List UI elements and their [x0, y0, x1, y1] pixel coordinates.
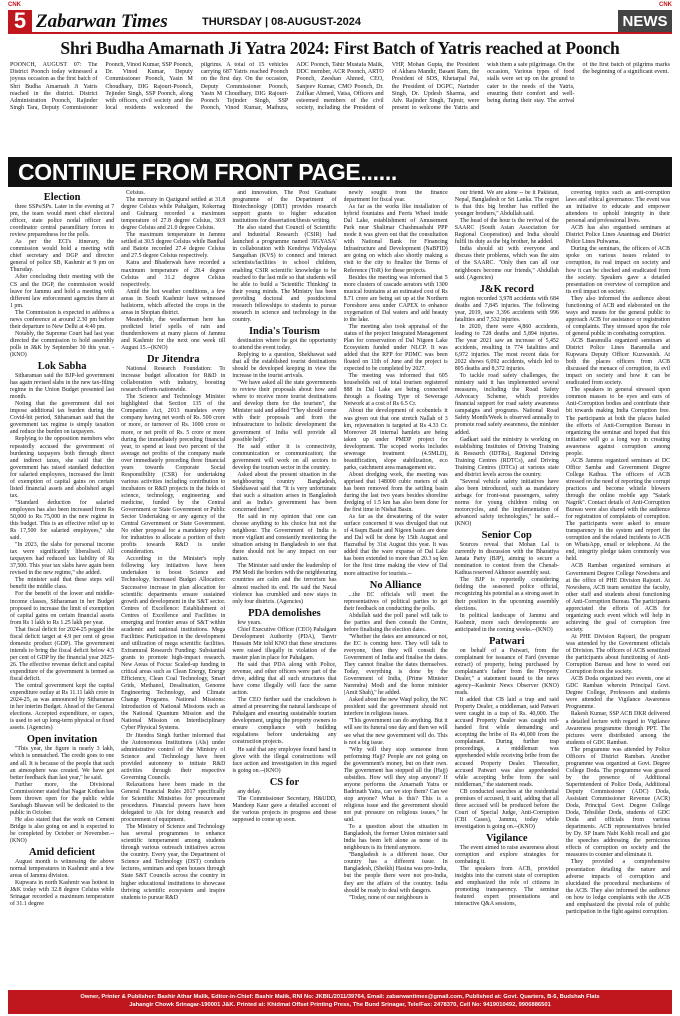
article-paragraph: To a question about the situation in Bangladesh, the former Union minister said India has been left alone as none of its neighbours is its friend anymore.	[343, 824, 448, 852]
imprint-line-2: Jahangir Chowk Srinagar-190001 J&K. Printed at: Khidmat Offset Printing Press, The Bund Srinagar, Tele/Fax: 2478370, Cell No: 9419010492, 9906886501	[129, 1001, 551, 1008]
article-paragraph: "This government can do anything. But it will see its funeral one day and then we will see what the new government will do. This is not a big issue.	[343, 718, 448, 746]
article-paragraph: on behalf of a Patwari, from the complainant for issuance of Fard (revenue extract) of property, being purchased by complainant's father from the Property Dealer," a statement issued to the news agency--Kashmir News Observer (KNO) reads.	[454, 647, 559, 697]
article-heading: Senior Cop	[481, 530, 532, 542]
article-paragraph: That fiscal deficit for 2024-25 pegged the fiscal deficit target at 4.9 per cent of gross domestic product (GDP). The government intends to bring the fiscal deficit below 4.5 per cent of GDP by the financial year 2025-26. The effective revenue deficit and capital expenditure of the government is termed as fiscal deficit.	[10, 626, 115, 683]
article-paragraph: The CEO further said the crackdown is aimed at preserving the natural landscape of Pahalgam and ensuring sustainable tourism development, urging the property owners to ensure compliance with building regulations before undertaking any construction projects.	[232, 697, 337, 746]
article-paragraph: The central government kept the capital expenditure outlay at Rs 11.11 lakh crore in 2024-25, as was announced by Sitharaman in her interim Budget. Ahead of the General elections. Accepted expenditure, or capex, is used to set up long-term physical or fixed assets. (Agencies)	[10, 683, 115, 732]
article-paragraph: Replying to a question, Shekhawat said that all the established tourist destinations should be developed keeping in view the increase in the tourist arrivals.	[232, 351, 337, 380]
article-paragraph: Besides the meeting was informed that 5 more clusters of cascade aerators with 1300 musical fountains at an estimated cost of Rs 8.71 crore are being set up at the Northern Foreshore area under CAPEX to enhance oxygenation of Dal waters and add beauty to the lake.	[343, 274, 448, 323]
article-paragraph: "Several vehicle safety initiatives have also been introduced, such as mandatory airbags for front-seat passengers, safety norms for young children riding on motorcycles, and the implementation of advanced safety technologies," he said.--(KNO)	[454, 478, 559, 528]
article-heading: J&K record	[479, 283, 534, 295]
article-paragraph: Abdullah said the poll panel will talk to the parties and then consult the Centre, before finalising the election dates.	[343, 612, 448, 633]
column	[566, 190, 670, 942]
article-paragraph: "We have asked all the state governments to review their proposals about how and where to receive more tourist destinations and develop them for the tourism", the Minister said and added "They should come with their proposals and from the infrastructure to holistic development the government of India will provide all possible help".	[232, 380, 337, 443]
column	[232, 190, 336, 942]
article-heading: PDA demolishes	[248, 607, 321, 619]
article-paragraph: He also stated that Council of Scientific and Industrial Research (CSIR) had launched a programme named 'JIGYASA' in collaboration with Kendriya Vidyalaya Sangathan (KVS) to connect and interact scientists/facilities to school children, enabling CSIR scientific knowledge to be reached to the last mile so that students will be able to build a 'Scientific Thinking' in their young minds. The Ministry has been providing doctoral and postdoctoral research fellowships to students to pursue research in science and technology in the country.	[232, 225, 337, 323]
article-paragraph: The event aimed to raise awareness about corruption and explore strategies for combating it.	[454, 844, 559, 866]
article-heading: India's Tourism	[248, 325, 320, 337]
article-paragraph: region recorded 3,978 accidents with 684 deaths and 7,845 injuries. The following year, 2019, saw 3,396 accidents with 996 fatalities and 7,532 injuries.	[454, 295, 559, 323]
masthead-logo-right: CNK	[659, 2, 672, 8]
article-paragraph: few years.	[237, 619, 262, 626]
article-paragraph: "Why will they stop someone from performing Hajj? People are not going on the government's money, but on their own. The government has stopped all the (Hajj) subsidies. How will they stop anyone? If anyone performs the Amarnath Yatra or Badrinath Yatra, can we stop them? Can we stop anyone? What is this? This is a religious issue and the government should not put pressure on religious issues," he said.	[343, 746, 448, 824]
article-paragraph: Katra and Bhaderwah have recorded a maximum temperature of 28.4 degree Celsius and 31.2 degree Celsius respectively.	[121, 260, 226, 288]
article-paragraph: As far as the dewatering of the water surface concerned it was divulged that out of 4.6sqm Basin and Nigeen basin are done and Dal will be done by 15th August and Hazratbal by 31st August this year. It was added that the ware expanse of Dal Lake has been extended to more than 20.3 sq km for the first time making the view of Dal more attractive for tourists.--	[343, 514, 448, 577]
article-paragraph: ACB Jammu organized seminars at DC Office Samba and Government Degree College Kathua. The officers of ACB stressed on the need of reporting the corrupt practices and become whistle blowers through the online mobile app "Satark Nagrik". Contact details of Anti-Corruption Bureau were also shared with the audience for registration of complaints of corruption. The participants were asked to ensure transparency in the system and report the corruption and the related incidents to ACB on WhatsApp, email or telephone. At the end, integrity pledge taken commonly was held.	[565, 457, 671, 563]
article-paragraph: The head of the hour is the revival of the SAARC (South Asian Association for Regional Cooperation) and India should fulfil its duty as the big brother, he added.	[454, 218, 559, 246]
article-paragraph: After concluding their meeting with the CS and the DGP, the commission would leave for Jammu and hold a meeting with different law enforcement agencies there at 1 pm.	[10, 274, 115, 309]
article-paragraph: They also informed the audience about functioning of ACB and elaborated on the ways and means for the general public to approach ACB for assistance or registration of complaints. They stressed upon the role of general public in combating corruption.	[565, 295, 671, 337]
column	[10, 190, 114, 942]
article-heading: No Alliance	[369, 579, 422, 591]
article-paragraph: Further more, the Divisional Commissioner stated that Nagar Kothan has been thrown open for the public while Sarabagh Bhawan will be dedicated to the public in October.	[10, 781, 115, 816]
article-heading: Open invitation	[26, 734, 98, 746]
article-paragraph: As far as the works like installation of hybrid fountains and Ferris Wheel inside Dal Lake, establishment of Amusement Park near Shalimar Chashmashahi PPP mode it was given out that the consultation with National Bank for Financing Infrastructure and Development (NaBFID) are going on which also shortly making a visit to the city to finalize the Terms of Reference (ToR) for these projects.	[343, 204, 448, 274]
article-paragraph: Sitharaman said the BJP-led government has again revised slabs in the new tax-filing regime in the Union Budget presented last month.	[10, 373, 115, 401]
article-paragraph: any delay.	[237, 788, 262, 795]
article-heading: Lok Sabha	[37, 361, 87, 373]
article-paragraph: The Commission is expected to address a news conference at around 2.30 pm before their departure to New Delhi at 4:40 pm.	[10, 309, 115, 330]
article-paragraph: The Ministry of Science and Technology has several programmes to enhance scientific temperament among students through various outreach initiatives across the country. Every year, the Department of Science and Technology (DST) conducts lectures, seminars and open houses through State S&T Councils across the country in higher educational institutions to showcase thriving scientific ecosystem and inspire students to pursue R&D	[121, 824, 226, 901]
article-paragraph: destination where he got the opportunity to attend the event today.	[232, 337, 337, 351]
article-paragraph: The mercury in Qazigund settled at 31.8 degree Celsius while Pahalgam, Kokernag and Gulmarg recorded a maximum temperature of 27.8 degree Celsius, 30.9 degree Celsius and 21.0 degree Celsius.	[121, 197, 226, 232]
article-paragraph: He said that any employee found hand in glove with the illegal constructions will face action and investigation in this regard is going on.--(KNO)	[232, 746, 337, 774]
article-paragraph: Gadkari said the ministry is working on establishing Institutes of Driving Training & Research (IDTRs), Regional Driving Training Centres (RDTCs), and Driving Training Centres (DTCs) at various state and district levels across the country.	[454, 436, 559, 478]
article-paragraph: He also stated that the work on Cement Bridge is also going on and is expected to be completed by October or November.--(KNO)	[10, 816, 115, 845]
article-heading: Vigilance	[485, 832, 528, 844]
article-paragraph: National Research Foundation: To increase budget allocation for R&D in collaboration with industry, boosting research efforts nationwide.	[121, 366, 226, 394]
article-paragraph: It added that CB laid a trap and said Property Dealer, a middleman, said Patwari were caught in a trap of Rs. 40,000. The accused Property Dealer was caught red-handed first while demanding and accepting the bribe of Rs 40,000 from the complainant. During further trap proceedings, a middleman was apprehended while receiving bribe from the accused Property Dealer. Thereafter, accused Patwari was also apprehended while accepting bribe from the said middleman," the statement reads.	[454, 697, 559, 788]
column	[344, 190, 448, 942]
masthead	[8, 4, 672, 34]
imprint-footer	[8, 990, 672, 1014]
date-line: THURSDAY | 08-AUGUST-2024	[202, 16, 361, 28]
article-paragraph: ACB Doda organized two events, one at GDC Ramban wherein Principal Govt. Degree College, Professors and students were attended the Vigilance Awareness Programme.	[565, 676, 671, 711]
article-paragraph: About dredging work, the meeting was apprised that 148000 cubic meters of silt has been removed from the settling basin during the last two years besides shoreline dredging of 1.5 km has also been done for the first time in Nishat Basin.	[343, 471, 448, 514]
article-paragraph: As per the ECI's itinerary, the commission would hold a meeting with chief secretary and DGP and director general of police SB, Kashmir at 9 pm on Thursday.	[10, 239, 115, 274]
article-paragraph: They provided a comprehensive presentation detailing the nature and adverse impacts of corruption and elucidated the procedural mechanisms of the ACB. They also informed the audience on how to lodge complaints with the ACB and emphasized the pivotal role of public participation in the fight against corruption.	[565, 859, 671, 915]
article-heading: Dr Jitendra	[146, 354, 200, 366]
article-paragraph: India should sit with everyone and discuss their problems, which was the aim of the SAARC. "Only then can all our neighbours become our friends," Abdullah said. (Agencies)	[454, 246, 559, 281]
article-paragraph: Asked about the present situation in the neighbouring country Bangladesh, Shekhawat said that "It is very unfortunate that such a situation arises in Bangladesh and as India's government has been concerned there".	[232, 471, 337, 514]
article-paragraph: CB conducted searches at the residential premises of accused, it said, adding that all three accused will be produced before the Court of Special Judge, Anti-Corruption (CBI Cases), Jammu, today while investigation is going on.--(KNO)	[454, 788, 559, 830]
article-paragraph: Celsius.	[126, 190, 145, 196]
article-paragraph: covering topics such as anti-corruption laws and ethical governance. The event was an initiative to educate and empower attendees to uphold integrity in their personal and professional lives.	[565, 190, 671, 225]
section-tag: NEWS	[618, 10, 672, 32]
article-paragraph: "In 2023, the slabs for personal income tax were significantly liberalised. All taxpayers had reduced tax liability of Rs 37,500. This year tax slabs have again been revised in the new regime," she added.	[10, 542, 115, 577]
article-paragraph: Sources reveal that Mohan Lal is currently in discussion with the Bharatiya Janata Party (BJP), aiming to secure a nomination to contest from the Chenab-Kathua reserved Akhnoor assembly seat.	[454, 542, 559, 577]
article-paragraph: Notably, the Supreme Court had last year directed the commission to hold assembly polls in J&K by September 30 this year. - (KNO)	[10, 330, 115, 358]
article-paragraph: and innovation. The Post Graduate programme of the Department of Biotechnology (DBT) provides research support grants to higher education institutions for dissertation/thesis writing.	[232, 190, 337, 225]
article-paragraph: Noting that the government did not impose additional tax burden during the Covid-hit period, Sitharaman said that the government tax regime is simply taxation and reduce the burden on taxpayers.	[10, 401, 115, 436]
article-paragraph: According to the Minister's reply following key initiatives have been undertaken to boost Science and Technology. Increased Budget Allocation: Successive increase in plan allocation for scientific departments ensure sustained growth and development in the S&T sector. Centres of Excellence: Establishment of Centres of Excellence and Facilities in emerging and frontier areas of S&T within academic and national institutions. Mega Facilities: Participation in the development and utilization of mega scientific facilities. Extramural Research Funding: Substantial grants to promote high-impact research. New Areas of Focus: Scaled-up funding in critical areas such as Clean Energy, Energy Efficiency, Clean Coal Technology, Smart Grids, Methanol, Desalination, Genome Engineering Technology, and Climate Change Programs. National Missions: Introduction of National Missions such as the National Quantum Mission and the National Mission on Interdisciplinary Cyber Physical Systems.	[121, 556, 226, 732]
article-paragraph: He said that PDA along with Police, revenue, and other officers were part of the drive, adding that all such structures that have come illegally will face the same action.	[232, 661, 337, 697]
article-paragraph: our friend. We are alone -- be it Pakistan, Nepal, Bangladesh or Sri Lanka. The regret is that this big brother has ruffled the younger brothers," Abdullah said.	[454, 190, 559, 218]
article-paragraph: ACB Baramulla organized seminars at District Police Lines Baramulla and Kupwara Deputy Officer Kuzwanish. At both the places officers from ACB discussed the menace of corruption, its evil impact on society and how it can be eradicated from society.	[565, 337, 671, 387]
continue-banner: CONTINUE FROM FRONT PAGE......	[8, 157, 672, 187]
article-paragraph: "This year, the figure is nearly 3 lakh, which is unmatched. The credit goes to one and all. It is because of the people that such an atmosphere was created. We have got better feedback than last year," he said.	[10, 746, 115, 781]
article-paragraph: The meeting was informed that 605 households out of total tourism registered 888 in Dal Lake are being connected through a floating Type of Sewerage Network at a cost of Rs 6.5 Cr.	[343, 373, 448, 408]
article-paragraph: "Bangladesh is a different issue. Our country has a different issue. In Bangladesh, (Sheikh) Hasina was pro-India, but the people there were not pro-India, they are the affairs of the country. India should be ready to deal with dangers.	[343, 852, 448, 894]
article-paragraph: The speakers from ACB, provided insights into the current state of corruption and emphasized the role of citizens in promoting transparency. The seminar featured expert presentations and interactive Q&A sessions,	[454, 866, 559, 908]
article-paragraph: Replying to the opposition members who repeatedly accused the government of burdening taxpayers both through direct and indirect taxes, she said that the government has raised standard deduction for salaried employees, increased the limit of exemption of capital gains on certain listed financial assets and abolished angel tax.	[10, 436, 115, 499]
article-paragraph: The Science and Technology Minister highlighted that Section 135 of the Companies Act, 2013 mandates every company having net worth of Rs. 500 crore or more, or turnover of Rs. 1000 crore or more, or net profit of Rs. 5 crore or more during the immediately preceding financial year, to spend at least two percent of the average net profits of the company made over immediately preceding three financial years towards Corporate Social Responsibility (CSR) for undertaking various activities including contribution to incubators or R&D projects in the fields of science, technology, engineering and medicine, funded by the Central Government or State Government or Public Sector Undertaking or any agency of the Central Government or State Government. No other proposal for a mandatory policy for industries to allocate a portion of their profits towards R&D is under consideration.	[121, 394, 226, 556]
article-paragraph: "Today, none of our neighbours is	[348, 894, 429, 901]
article-paragraph: The programme was attended by Police Officers of District Ramban. Another programme was organized at Govt. Degree College Doda. The programme was graced by the presence of Additional Superintendent of Police Doda, Additional Deputy Commissioner (ADC) Doda, Assistant Commissioner Revenue (ACR) Doda, Principal Govt. Degree College Doda, Tehsildar Doda, students of GDC Doda and officials from various departments. ACB representatives briefed by Dy. SP Inam Nabi Kohli recall and gist the speeches addressing the pernicious effects of corruption on society and the measures to counter and eliminate it.	[565, 746, 671, 859]
top-story: POONCH, AUGUST 07: The District Poonch today witnessed a joyous occasion as the first batch of Shri Budha Amarnath Ji Yatris reached in the district. District Administration Poonch, Rajinder Singh Tara, Deputy Commissioner Poonch, Vinod Kumar, SSP Poonch, Dr. Vinod Kumar, Deputy Commissioner Poonch, Yasin M Choudhary, DIG Rajouri-Poonch, Tejinder Singh, SSP Poonch, along with officers, civil society and the local residents welcomed the pilgrims. A total of 15 vehicles carrying 687 Yatris reached Poonch on the first day. On the occasion, Deputy Commissioner Poonch, Yasin M Choudhary, DIG Rajouri-Poonch Tejinder Singh, SSP Poonch, Vinod Kumar, Mathura, ADC Poonch, Tahir Mustafa Malik, DDC member, ACR Poonch, ARTO Poonch, Zeeshan Ahmed, CEO, Sanjeev Kumar, CMO Poonch, Dr. Zulfkar Ahmed, Vatsa, Officers and esteemed members of the civil society, including the President of VHP, Mohan Gupta, the President of Akhara Mandir, Basant Ram, the President of SDS, Khetarpal Pal, the President of DGPC, Narinder Singh, Dr. Updesh Sharma, and Adv. Rajinder Singh, Tajmir, were present to welcome the Yatris and wish them a safe pilgrimage. On the occasion, Various types of food stalls were set up on the ground to cater to the needs of the Yatris, ensuring their comfort and well-being during their stay. The arrival of the first batch of pilgrims marks the beginning of a significant event.	[10, 62, 670, 112]
article-paragraph: Rakesh Kumar, SSP ACB DKR delivered a detailed lecture with regard to Vigilance Awareness programme through PPT. The pictures were distributed among the students of GDC Ramban.	[565, 711, 671, 746]
article-paragraph: ...the EC officials will meet the representatives of political parties to get their feedback on conducting the polls.	[343, 591, 448, 612]
article-columns	[10, 190, 670, 942]
article-paragraph: In political landscape of Jammu and Kashmir, more such developments are anticipated in the coming weeks.--(KNO)	[454, 612, 559, 633]
article-paragraph: To tackle road safety challenges, the ministry said it has implemented several measures, including the Road Safety Advocacy Scheme, which provides financial support for road safety awareness campaigns and programs. National Road Safety Month/Week is observed annually to promote road safety awareness, the minister added.	[454, 373, 559, 436]
article-paragraph: "Standard deduction for salaried employees has also been increased from Rs 50,000 to Rs 75,000 in the new regime in this budget. This is an effective relief up to Rs 17,500 for salaried employees," she said.	[10, 499, 115, 542]
article-paragraph: ACB has also organised seminars at District Police Lines Anantnag and District Police Lines Pulwama.	[565, 225, 671, 246]
article-paragraph: At PHE Division Rajouri, the program was attended by the Government officials of Division. The officers of ACB sensitized the participants about functioning of Anti-Corruption Bureau and how to weed out Corruption from the society.	[565, 633, 671, 676]
article-paragraph: Asked about the new Waqf policy, the NC president said the government should not interfere in religious issues.	[343, 697, 448, 718]
article-heading: Election	[43, 192, 81, 203]
article-paragraph: For the benefit of the lower and middle-income classes, Sitharaman in her Budget proposed to increase the limit of exemption of capital gains on certain financial assets from Rs 1 lakh to Rs 1.25 lakh per year.	[10, 591, 115, 626]
column	[121, 190, 225, 942]
article-paragraph: About the development of ecobuntels it was given out that one stretch Nallah of 3 km, rejuvenation is targeted at Rs 4.33 Cr. Moreover 28 internal hamlets are being taken up under PMDP project for development. The scoped works includes sewerage treatment (4.5MLD), beautification, slope stabilization, eco parks, catchment area management etc.	[343, 408, 448, 471]
article-paragraph: During the seminars, the officers of ACB spoke on various issues related to corruption, its real impact on society and how it can be checked and eradicated from the society. Speakers gave a detailed presentation on overview of corruption and its evil impact on society.	[565, 246, 671, 295]
article-paragraph: ACB Ramban organized seminars at Government Degree College Nowshera and at the office of PHE Division Rajouri. At Nowshera, ACB team sensitize the faculty, other staff and students about functioning of Anti-Corruption Bureau. The participants appreciated the efforts of ACB for organizing such event which will help in achieving the goal of corruption free society.	[565, 563, 671, 633]
article-paragraph: In 2020, there were 4,860 accidents, leading to 728 deaths and 5,894 injuries. The year 2021 saw an increase of 5,452 accidents, resulting in 774 fatalities and 6,972 injuries. The most recent data for 2022 shows 6,092 accidents, which led to 805 deaths and 8,372 injuries.	[454, 323, 559, 373]
article-paragraph: Meanwhile, the weatherman here has predicted brief spells of rain and thundershowers at many places of Jammu and Kashmir for the next one week till August 15.--(KNO)	[121, 316, 226, 352]
paper-name: Zabarwan Times	[36, 11, 168, 32]
article-paragraph: The minister said that these steps will benefit the middle class.	[10, 577, 115, 591]
article-paragraph: newly sought from the finance department for fiscal year.	[343, 190, 448, 204]
article-paragraph: The BJP is reportedly considering fielding the seasoned police official, recognizing his potential as a strong asset in their position in the upcoming assembly elections.	[454, 577, 559, 612]
article-paragraph: The speakers in general stressed upon common masses to be eyes and ears of Anti-Corruption bodies and contribute their bit towards making India Corruption free. The participants at both the places hailed the efforts of Anti-Corruption Bureau in organizing the seminar and hoped that this initiative will go a long way in creating awareness against corruption among people.	[565, 387, 671, 457]
article-paragraph: He said either it is connectivity, communication or communication; the government will work on all sectors to develop the tourism sector in the country.	[232, 443, 337, 471]
article-paragraph: August month is witnessing the above normal temperatures in Kashmir and a few areas of Jammu division.	[10, 859, 115, 880]
article-paragraph: He said in my opinion that one can choose anything to his choice but not the neighbour. The Government of India is more vigilant and constantly monitoring the situation arising in Bangladesh to see that there should not be any impact on our nation.	[232, 514, 337, 563]
imprint-line-1: Owner, Printer & Publisher: Bashir Athar Malik, Editor-in-Chief: Bashir Malik, RNI No: JKBIL/2011/39764, Email: zabarwantimes@gmail.com, Published at: Govt. Quarters, B-6, Budshah Flats	[80, 994, 600, 1000]
article-paragraph: Kupwara in north Kashmir was hottest in J&K today with 32.8 degree Celsius while Srinagar recorded a maximum temperature of 31.1 degree	[10, 880, 115, 908]
article-heading: CS for	[269, 776, 300, 788]
article-paragraph: Dr Jitendra Singh further informed that the Autonomous Institutions (AIs) under administrative control of the Ministry of Science and Technology have been provided autonomy to initiate R&D activities through their respective Governing Councils.	[121, 732, 226, 781]
column	[455, 190, 559, 942]
page-number: 5	[8, 10, 32, 32]
masthead-logo-small: CNK	[8, 2, 21, 8]
article-paragraph: Amid the hot weather conditions, a few areas in South Kashmir have witnessed hailstorm, which affected the crops in the areas in Shopian district.	[121, 288, 226, 316]
article-heading: Amid deficient	[28, 847, 96, 859]
main-headline: Shri Budha Amarnath Ji Yatra 2024: First Batch of Yatris reached at Poonch	[60, 38, 620, 58]
article-paragraph: The meeting also took appraisal of the status of the project Integrated Management Plan for conservation of Dal Nigeen Lake Ecosystem funded under NLCP. It was added that the RFP for PDMC was been floated on 11th of June and the project is expected to be completed by 2027.	[343, 323, 448, 373]
article-heading: Patwari	[488, 635, 525, 647]
article-paragraph: "Whether the dates are announced or not, the EC is coming here. They will talk to everyone, then they will consult the Government of India and finalise the dates. They cannot finalise the dates themselves. Today, everything is done by the Government of India, (Prime Minister Narendra) Modi and the home minister (Amit Shah)," he added.	[343, 633, 448, 697]
article-paragraph: three SSPs/SPs. Later in the evening at 7 pm, the team would meet chief electoral officer, state police nodal officer and coordinator central paramilitary forces to review preparedness for the polls.	[10, 204, 115, 239]
article-paragraph: Relaxations have been made in the General Financial Rules 2017 specifically for Scientific Ministries for procurement procedures. Financial powers have been delegated to AIs for doing research and procurement of equipment.	[121, 781, 226, 824]
article-paragraph: The Minister said under the leadership of PM Modi the borders with the neighbouring countries are calm and the terrorism has almost reached its end. He said the Naxal violence has crumbled and now stays in only four districts. (Agencies)	[232, 563, 337, 605]
article-paragraph: The maximum temperature in Jammu settled at 30.5 degree Celsius while Banihal and Batote recorded 27.4 degree Celsius and 27.5 degree Celsius respectively.	[121, 232, 226, 260]
article-paragraph: The Commissioner Secretary, H&UDD, Mandeep Kaur gave a detailed account of the various projects in progress and those supposed to come up soon.	[232, 795, 337, 823]
article-paragraph: Chief Executive Officer (CEO) Pahalgam Development Authority (PDA), Tanvir Hussain Mir told KNO that these structures were raised illegally in violation of the master plan in place for Pahalgam.	[232, 626, 337, 661]
